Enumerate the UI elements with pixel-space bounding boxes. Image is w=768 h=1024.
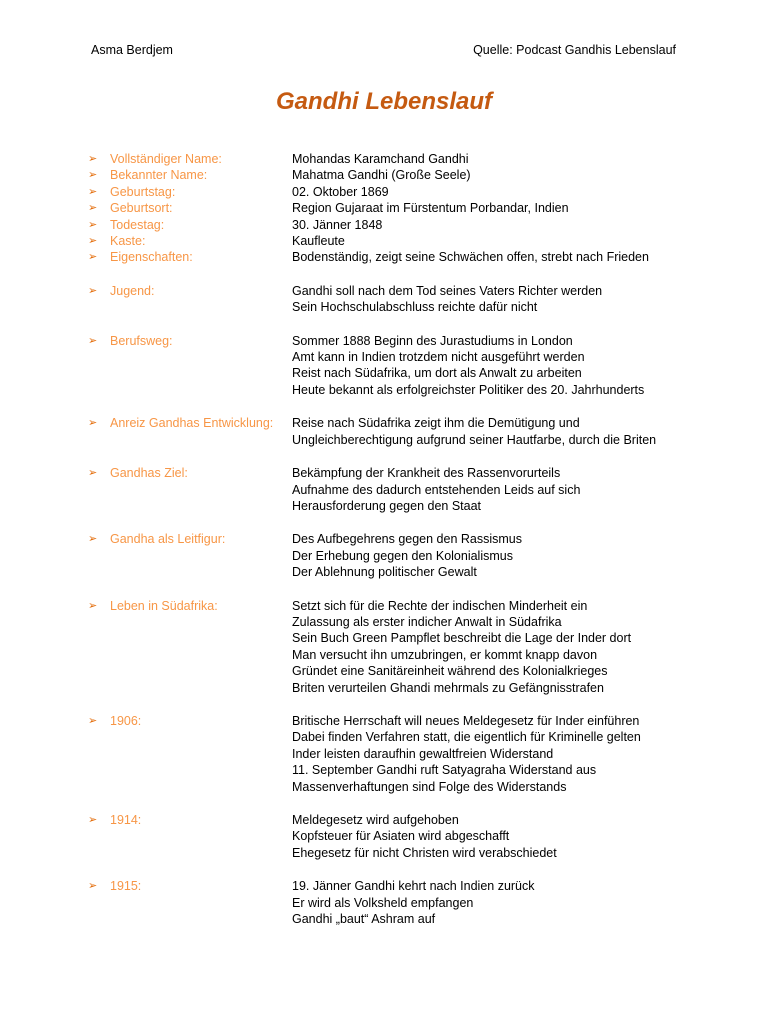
list-item <box>88 167 708 183</box>
entry-value <box>292 200 708 216</box>
entry-value <box>292 249 708 265</box>
entry-value-line: Er wird als Volksheld empfangen <box>292 895 474 910</box>
entry-value-line: Herausforderung gegen den Staat <box>292 498 482 513</box>
list-item <box>88 283 708 316</box>
entry-value <box>292 333 708 399</box>
entry-value <box>292 465 708 514</box>
list-item <box>88 415 708 448</box>
list-item <box>88 713 708 795</box>
arrow-bullet-icon: ➢ <box>88 202 98 215</box>
entry-value-line: Sein Buch Green Pampflet beschreibt die Lage der Inder dort <box>292 631 632 646</box>
entry-label: Eigenschaften: <box>110 250 193 265</box>
entry-value <box>292 167 708 183</box>
entry-label: Gandha als Leitfigur: <box>110 532 226 547</box>
entry-value-line: Zulassung als erster indicher Anwalt in Südafrika <box>292 614 562 629</box>
entry-value-line: Region Gujaraat im Fürstentum Porbandar, Indien <box>292 201 569 216</box>
entry-label: Geburtsort: <box>110 201 173 216</box>
entry-label: Jugend: <box>110 283 155 298</box>
entry-label: 1915: <box>110 879 142 894</box>
entry-label: Kaste: <box>110 234 146 249</box>
arrow-bullet-icon: ➢ <box>88 599 98 612</box>
entry-value-line: Mahatma Gandhi (Große Seele) <box>292 168 471 183</box>
entry-value-line: Gründet eine Sanitäreinheit während des Kolonialkrieges <box>292 664 608 679</box>
entry-label: Gandhas Ziel: <box>110 466 188 481</box>
entry-value-line: 11. September Gandhi ruft Satyagraha Widerstand aus <box>292 763 597 778</box>
arrow-bullet-icon: ➢ <box>88 814 98 826</box>
arrow-bullet-icon: ➢ <box>88 169 98 182</box>
entry-value <box>292 812 708 861</box>
entry-value-line: Bekämpfung der Krankheit des Rassenvorurteils <box>292 466 561 481</box>
entry-value-line: Bodenständig, zeigt seine Schwächen offen, strebt nach Frieden <box>292 250 649 265</box>
entry-label: 1914: <box>110 813 142 827</box>
arrow-bullet-icon: ➢ <box>88 334 98 347</box>
entry-value-line: Sommer 1888 Beginn des Jurastudiums in London <box>292 333 573 348</box>
entry-label: Todestag: <box>110 217 165 232</box>
entry-value-line: Ungleichberechtigung aufgrund seiner Hautfarbe, durch die Briten <box>292 432 657 447</box>
entry-value-line: Ehegesetz für nicht Christen wird verabschiedet <box>292 845 557 860</box>
arrow-bullet-icon: ➢ <box>88 218 98 231</box>
arrow-bullet-icon: ➢ <box>88 467 98 480</box>
arrow-bullet-icon: ➢ <box>88 251 98 264</box>
entry-value <box>292 531 708 580</box>
entry-value-line: Britische Herrschaft will neues Meldegesetz für Inder einführen <box>292 713 640 728</box>
arrow-bullet-icon: ➢ <box>88 417 98 430</box>
entry-value-line: Der Ablehnung politischer Gewalt <box>292 565 477 580</box>
entry-label: 1906: <box>110 713 142 728</box>
entry-value-line: 30. Jänner 1848 <box>292 217 383 232</box>
arrow-bullet-icon: ➢ <box>88 284 98 297</box>
entry-value-line: Man versucht ihn umzubringen, er kommt knapp davon <box>292 647 598 662</box>
entry-label: Vollständiger Name: <box>110 152 222 166</box>
entry-value-line: Meldegesetz wird aufgehoben <box>292 813 459 827</box>
entry-value <box>292 283 708 316</box>
entry-value-line: Sein Hochschulabschluss reichte dafür nicht <box>292 300 538 315</box>
list-item <box>88 333 708 399</box>
entry-value-line: Aufnahme des dadurch entstehenden Leids auf sich <box>292 482 581 497</box>
entry-value-line: Inder leisten daraufhin gewaltfreien Widerstand <box>292 746 554 761</box>
entry-label: Leben in Südafrika: <box>110 598 218 613</box>
entry-value-line: Reist nach Südafrika, um dort als Anwalt zu arbeiten <box>292 366 582 381</box>
arrow-bullet-icon: ➢ <box>88 235 98 248</box>
entry-value-line: Kaufleute <box>292 234 345 249</box>
list-item <box>88 249 708 265</box>
list-item <box>88 151 708 167</box>
entry-value-line: Kopfsteuer für Asiaten wird abgeschafft <box>292 829 510 844</box>
entry-value <box>292 598 708 696</box>
entry-label: Anreiz Gandhas Entwicklung: <box>110 416 274 431</box>
arrow-bullet-icon: ➢ <box>88 533 98 546</box>
entry-value-line: Mohandas Karamchand Gandhi <box>292 152 469 166</box>
entry-value <box>292 233 708 249</box>
entry-value-line: Massenverhaftungen sind Folge des Widerstands <box>292 779 567 794</box>
header-source: Quelle: Podcast Gandhis Lebenslauf <box>473 43 676 57</box>
list-item <box>88 598 708 696</box>
entry-value <box>292 151 708 167</box>
arrow-bullet-icon: ➢ <box>88 714 98 727</box>
entry-value-line: Der Erhebung gegen den Kolonialismus <box>292 548 513 563</box>
entry-value-line: Dabei finden Verfahren statt, die eigentlich für Kriminelle gelten <box>292 730 641 745</box>
list-item <box>88 184 708 200</box>
page-title: Gandhi Lebenslauf <box>275 88 493 115</box>
entry-label: Bekannter Name: <box>110 168 208 183</box>
list-item <box>88 531 708 580</box>
entry-value-line: Amt kann in Indien trotzdem nicht ausgeführt werden <box>292 350 585 365</box>
entry-value <box>292 713 708 795</box>
entry-value-line: Des Aufbegehrens gegen den Rassismus <box>292 532 523 547</box>
entry-value <box>292 184 708 200</box>
entry-value <box>292 415 708 448</box>
entry-value <box>292 878 708 927</box>
arrow-bullet-icon: ➢ <box>88 185 98 198</box>
biography-list <box>88 151 708 927</box>
entry-value-line: Gandhi „baut“ Ashram auf <box>292 912 436 927</box>
list-item <box>88 812 708 861</box>
entry-value-line: 02. Oktober 1869 <box>292 184 389 199</box>
header-author: Asma Berdjem <box>91 43 173 57</box>
arrow-bullet-icon: ➢ <box>88 880 98 893</box>
entry-value <box>292 217 708 233</box>
entry-value-line: Gandhi soll nach dem Tod seines Vaters Richter werden <box>292 283 603 298</box>
entry-value-line: Briten verurteilen Ghandi mehrmals zu Gefängnisstrafen <box>292 680 604 695</box>
entry-value-line: Reise nach Südafrika zeigt ihm die Demütigung und <box>292 416 580 431</box>
arrow-bullet-icon: ➢ <box>88 153 98 165</box>
entry-label: Berufsweg: <box>110 333 173 348</box>
entry-value-line: 19. Jänner Gandhi kehrt nach Indien zurück <box>292 879 535 894</box>
list-item <box>88 200 708 216</box>
entry-value-line: Setzt sich für die Rechte der indischen Minderheit ein <box>292 598 588 613</box>
list-item <box>88 233 708 249</box>
entry-label: Geburtstag: <box>110 184 176 199</box>
entry-value-line: Heute bekannt als erfolgreichster Politiker des 20. Jahrhunderts <box>292 382 645 397</box>
list-item <box>88 217 708 233</box>
list-item <box>88 878 708 927</box>
list-item <box>88 465 708 514</box>
